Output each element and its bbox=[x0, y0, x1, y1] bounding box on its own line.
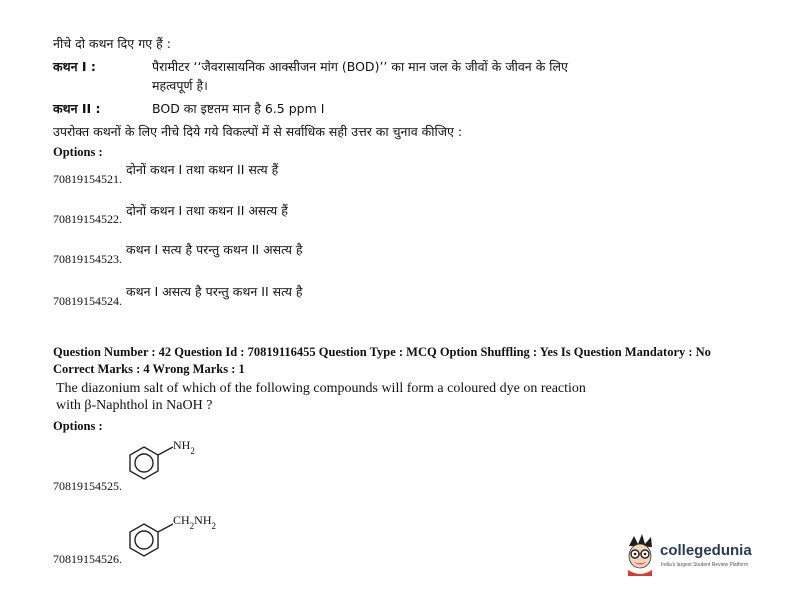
group-label-2: NH bbox=[194, 513, 212, 527]
option-id: 70819154525. bbox=[53, 479, 122, 493]
option-text: दोनों कथन I तथा कथन II असत्य हैं bbox=[126, 203, 288, 218]
q42-options-label: Options : bbox=[53, 419, 103, 433]
brand-name: collegedunia bbox=[660, 542, 752, 559]
bond bbox=[158, 524, 173, 532]
option-text: कथन I सत्य है परन्तु कथन II असत्य है bbox=[126, 242, 303, 257]
q42-question-line2: with β-Naphthol in NaOH ? bbox=[56, 398, 213, 413]
statement1-line2: महत्वपूर्ण है। bbox=[152, 78, 208, 93]
option-id: 70819154524. bbox=[53, 294, 122, 308]
statement1-line1: पैरामीटर ‘‘जैवरासायनिक आक्सीजन मांग (BOD)’’ का मान जल के जीवों के जीवन के लिए bbox=[152, 59, 568, 74]
q41-instruction: उपरोक्त कथनों के लिए नीचे दिये गये विकल्पों में से सर्वाधिक सही उत्तर का चुनाव कीजिए : bbox=[53, 124, 463, 139]
group-label: CH bbox=[173, 513, 190, 527]
option-text: कथन I असत्य है परन्तु कथन II सत्य है bbox=[126, 284, 303, 299]
option-text: दोनों कथन I तथा कथन II सत्य हैं bbox=[126, 162, 279, 177]
option-id: 70819154521. bbox=[53, 172, 122, 186]
statement2-label: कथन II : bbox=[53, 101, 101, 116]
q42-meta-line1: Question Number : 42 Question Id : 70819116455 Question Type : MCQ Option Shuffling : Yes Is Question Mandatory : No bbox=[53, 345, 711, 359]
statement1-label: कथन I : bbox=[53, 59, 96, 74]
svg-text:NH2 bbox=[173, 438, 195, 456]
bond bbox=[158, 447, 173, 455]
statement2-text: BOD का इष्टतम मान है 6.5 ppm I bbox=[152, 101, 325, 116]
group-subscript: 2 bbox=[190, 446, 195, 456]
group-subscript: 2 bbox=[189, 521, 195, 531]
brand-tagline: India's largest Student Review Platform bbox=[661, 562, 749, 568]
svg-text:CH2NH2 bbox=[173, 513, 216, 531]
option-id: 70819154522. bbox=[53, 212, 122, 226]
benzylamine-structure bbox=[125, 508, 235, 563]
aromatic-circle bbox=[135, 531, 153, 549]
option-id: 70819154523. bbox=[53, 252, 122, 266]
mascot-icon bbox=[624, 532, 658, 576]
group-subscript-2: 2 bbox=[211, 521, 217, 531]
group-label: NH bbox=[173, 438, 191, 452]
benzene-ring bbox=[130, 447, 158, 479]
q41-intro: नीचे दो कथन दिए गए हैं : bbox=[53, 36, 171, 51]
q42-meta-line2: Correct Marks : 4 Wrong Marks : 1 bbox=[53, 362, 245, 376]
q41-options-label: Options : bbox=[53, 145, 103, 159]
collegedunia-logo bbox=[624, 530, 774, 580]
aromatic-circle bbox=[135, 454, 153, 472]
option-id: 70819154526. bbox=[53, 552, 122, 566]
aniline-structure bbox=[125, 433, 215, 488]
q42-question-line1: The diazonium salt of which of the following compounds will form a coloured dye on reaction bbox=[56, 381, 586, 396]
benzene-ring bbox=[130, 524, 158, 556]
